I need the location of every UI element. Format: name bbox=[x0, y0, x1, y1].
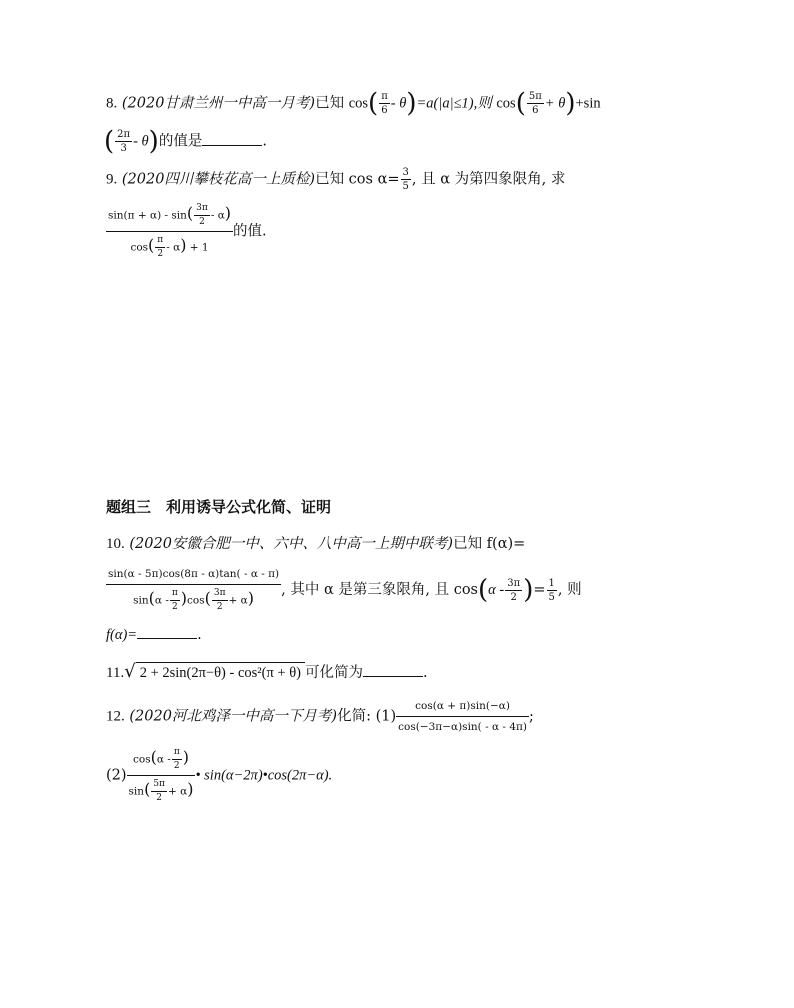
part-label: (2) bbox=[106, 767, 127, 784]
sqrt-sign: √ bbox=[124, 661, 136, 682]
math-term: + θ bbox=[544, 95, 566, 112]
section-heading: 题组三 利用诱导公式化简、证明 bbox=[106, 498, 332, 516]
sqrt-body: 2 + 2sin(2π−θ) - cos²(π + θ) bbox=[136, 662, 305, 683]
question-9-expression bbox=[106, 202, 267, 261]
question-text: 化简: (1) bbox=[337, 708, 397, 725]
question-source: (2020甘肃兰州一中高一月考) bbox=[121, 95, 316, 112]
right-paren: ) bbox=[406, 88, 417, 119]
cos-function: cos bbox=[496, 95, 516, 112]
right-paren: ) bbox=[565, 88, 576, 119]
function-value: f(α)= bbox=[106, 627, 138, 643]
answer-blank[interactable] bbox=[202, 131, 262, 146]
fraction-denominator: cos( $\frac{\pi}{2}$ - α) + 1 bbox=[130, 235, 209, 259]
question-source: (2020四川攀枝花高一上质检) bbox=[121, 171, 316, 188]
left-paren: ( bbox=[104, 126, 115, 157]
question-number: 9. bbox=[106, 171, 118, 188]
answer-blank[interactable] bbox=[363, 662, 423, 677]
question-number: 11. bbox=[106, 665, 125, 681]
left-paren: ( bbox=[368, 88, 379, 119]
part2-fraction: cos(α - $\frac{\pi}{2}$ ) sin( $\frac{5\pi}{2}$ + α) bbox=[128, 747, 194, 803]
fraction: $\frac{5\pi}{6}$ bbox=[528, 91, 542, 116]
question-number: 10. bbox=[106, 536, 125, 552]
question-text: 已知 f(α)= bbox=[453, 536, 526, 552]
question-10-expression: sin(α - 5π)cos(8π - α)tan( - α - π) sin(α - $\frac{\pi}{2}$ )cos( $\frac{3\pi}{2}$ + α) , 其中 α 是第三象限角, 且 cos(α - $\frac{3\pi}{2}$ )= $\frac{1}{5}$ , 则 bbox=[108, 568, 582, 612]
sin-function: +sin bbox=[575, 95, 601, 112]
question-text-2: , 其中 α 是第三象限角, 且 cos bbox=[281, 582, 479, 598]
answer-blank[interactable] bbox=[137, 624, 197, 639]
question-source: (2020河北鸡泽一中高一下月考) bbox=[129, 708, 338, 725]
question-text: 已知 bbox=[315, 95, 345, 112]
fraction: $\frac{2\pi}{3}$ bbox=[117, 129, 131, 154]
fraction-numerator: sin(α - 5π)cos(8π - α)tan( - α - π) bbox=[106, 566, 281, 585]
fraction: $\frac{3}{5}$ bbox=[402, 167, 409, 192]
right-paren: ) bbox=[148, 126, 159, 157]
question-10 bbox=[106, 534, 525, 554]
fraction: $\frac{\pi}{6}$ bbox=[381, 91, 388, 116]
question-number: 12. bbox=[106, 708, 125, 725]
question-text: 已知 cos α= bbox=[315, 171, 400, 188]
question-12: 12. (2020河北鸡泽一中高一下月考)化简: (1) $\frac{\cos(\alpha + \pi)\sin(-\alpha)}{\cos(-3\pi-\alpha)\sin( - \alpha - 4\pi)}$ ; bbox=[106, 700, 534, 733]
question-source: (2020安徽合肥一中、六中、八中高一上期中联考) bbox=[129, 536, 454, 552]
question-8-line2: ( $\frac{2\pi}{3}$ - θ)的值是 . bbox=[104, 126, 267, 157]
fraction-numerator: sin(π + α) - sin( $\frac{3\pi}{2}$ - α) bbox=[106, 202, 233, 232]
math-term: - θ bbox=[390, 95, 407, 112]
question-12-part2 bbox=[106, 746, 332, 805]
question-tail: 可化简为 bbox=[305, 665, 363, 681]
main-fraction bbox=[106, 566, 281, 614]
question-text-2: , 且 α 为第四象限角, 求 bbox=[411, 171, 566, 188]
main-fraction bbox=[106, 202, 233, 261]
question-9 bbox=[106, 166, 565, 193]
question-tail: 的值. bbox=[233, 223, 267, 240]
part1-fraction: $\frac{\cos(\alpha + \pi)\sin(-\alpha)}{\cos(-3\pi-\alpha)\sin( - \alpha - 4\pi)}$ bbox=[398, 700, 527, 733]
question-tail: 的值是 bbox=[158, 133, 203, 150]
question-11: 11.√ 2 + 2sin(2π−θ) - cos²(π + θ) 可化简为 . bbox=[106, 661, 428, 682]
question-10-line3: f(α)= . bbox=[106, 624, 202, 645]
question-tail: • sin(α−2π)•cos(2π−α). bbox=[195, 767, 333, 784]
math-term: - θ bbox=[133, 133, 149, 150]
left-paren: ( bbox=[515, 88, 526, 119]
question-8 bbox=[106, 90, 601, 117]
cos-function: cos bbox=[348, 95, 369, 112]
question-number: 8. bbox=[106, 95, 118, 112]
condition-text: =a(|a|≤1),则 bbox=[416, 95, 492, 112]
fraction-denominator: sin(α - $\frac{\pi}{2}$ )cos( $\frac{3\pi}{2}$ + α) bbox=[133, 588, 255, 612]
